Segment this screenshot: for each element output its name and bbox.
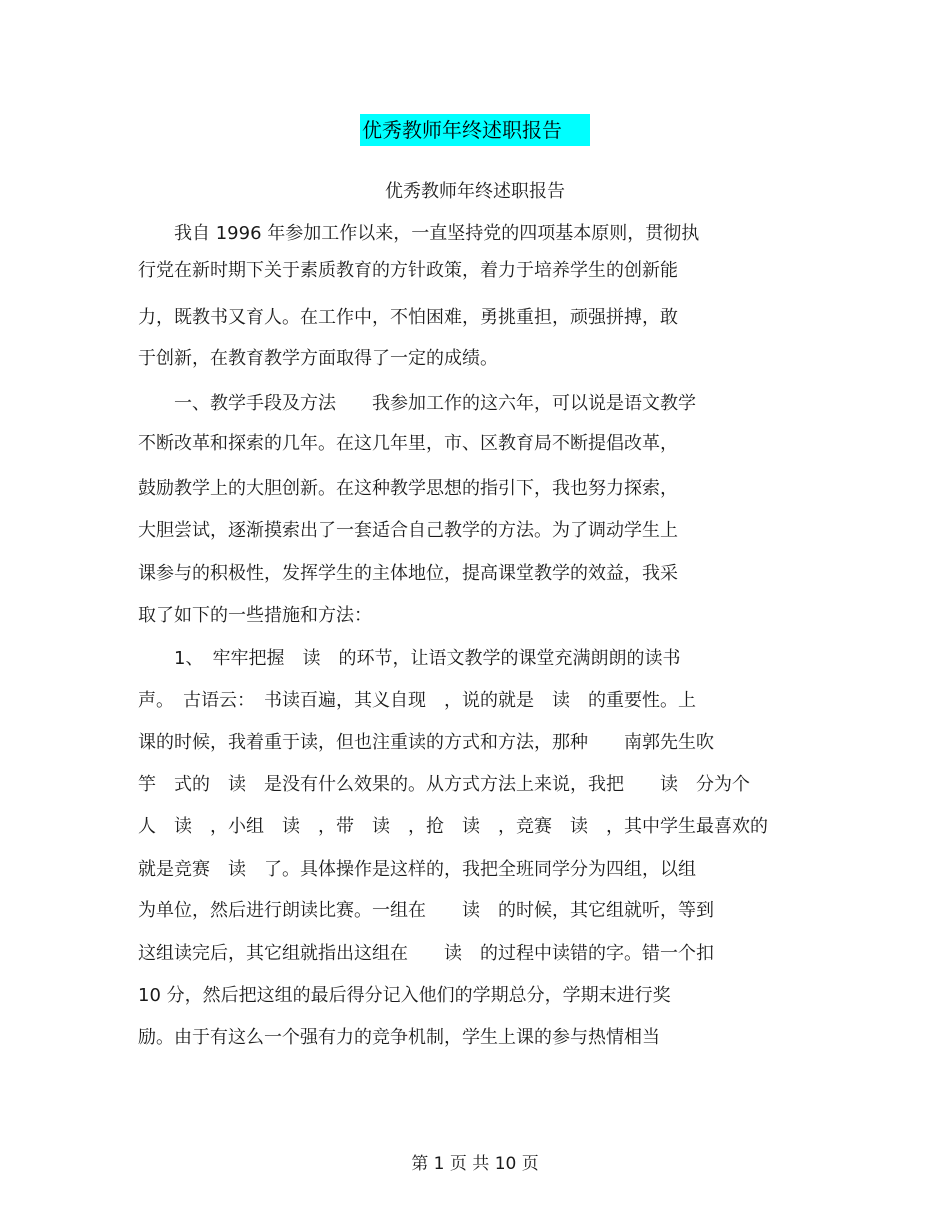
paragraph-line: 大胆尝试，逐渐摸索出了一套适合自己教学的方法。为了调动学生上 [138, 520, 678, 541]
paragraph-line: 力，既教书又育人。在工作中，不怕困难，勇挑重担，顽强拼搏，敢 [138, 307, 678, 328]
paragraph-line: 竽 式的 读 是没有什么效果的。从方式方法上来说，我把 读 分为个 [138, 774, 750, 795]
paragraph-line: 励。由于有这么一个强有力的竞争机制，学生上课的参与热情相当 [138, 1027, 660, 1048]
paragraph-line: 课的时候，我着重于读，但也注重读的方式和方法，那种 南郭先生吹 [138, 732, 714, 753]
paragraph-line: 1、 牢牢把握 读 的环节，让语文教学的课堂充满朗朗的读书 [138, 648, 681, 669]
paragraph-line: 10 分，然后把这组的最后得分记入他们的学期总分，学期末进行奖 [138, 985, 671, 1006]
document-subtitle: 优秀教师年终述职报告 [385, 181, 565, 202]
paragraph-line: 不断改革和探索的几年。在这几年里，市、区教育局不断提倡改革， [138, 433, 678, 454]
paragraph-line: 就是竞赛 读 了。具体操作是这样的，我把全班同学分为四组，以组 [138, 859, 696, 880]
document-title: 优秀教师年终述职报告 [360, 114, 590, 146]
page-footer: 第 1 页 共 10 页 [411, 1154, 539, 1174]
title-wrap [0, 114, 950, 146]
paragraph-line: 人 读 ，小组 读 ，带 读 ，抢 读 ，竞赛 读 ，其中学生最喜欢的 [138, 816, 768, 837]
paragraph-line: 鼓励教学上的大胆创新。在这种教学思想的指引下，我也努力探索， [138, 478, 678, 499]
paragraph-line: 课参与的积极性，发挥学生的主体地位，提高课堂教学的效益，我采 [138, 563, 678, 584]
paragraph-line: 我自 1996 年参加工作以来，一直坚持党的四项基本原则，贯彻执 [138, 223, 700, 244]
paragraph-line: 取了如下的一些措施和方法： [138, 605, 372, 626]
paragraph-line: 这组读完后，其它组就指出这组在 读 的过程中读错的字。错一个扣 [138, 943, 714, 964]
paragraph-line: 一、教学手段及方法 我参加工作的这六年，可以说是语文教学 [138, 393, 696, 414]
paragraph-line: 于创新，在教育教学方面取得了一定的成绩。 [138, 348, 498, 369]
paragraph-line: 声。 古语云： 书读百遍，其义自现 ，说的就是 读 的重要性。上 [138, 690, 696, 711]
paragraph-line: 行党在新时期下关于素质教育的方针政策，着力于培养学生的创新能 [138, 260, 678, 281]
paragraph-line: 为单位，然后进行朗读比赛。一组在 读 的时候，其它组就听，等到 [138, 900, 714, 921]
